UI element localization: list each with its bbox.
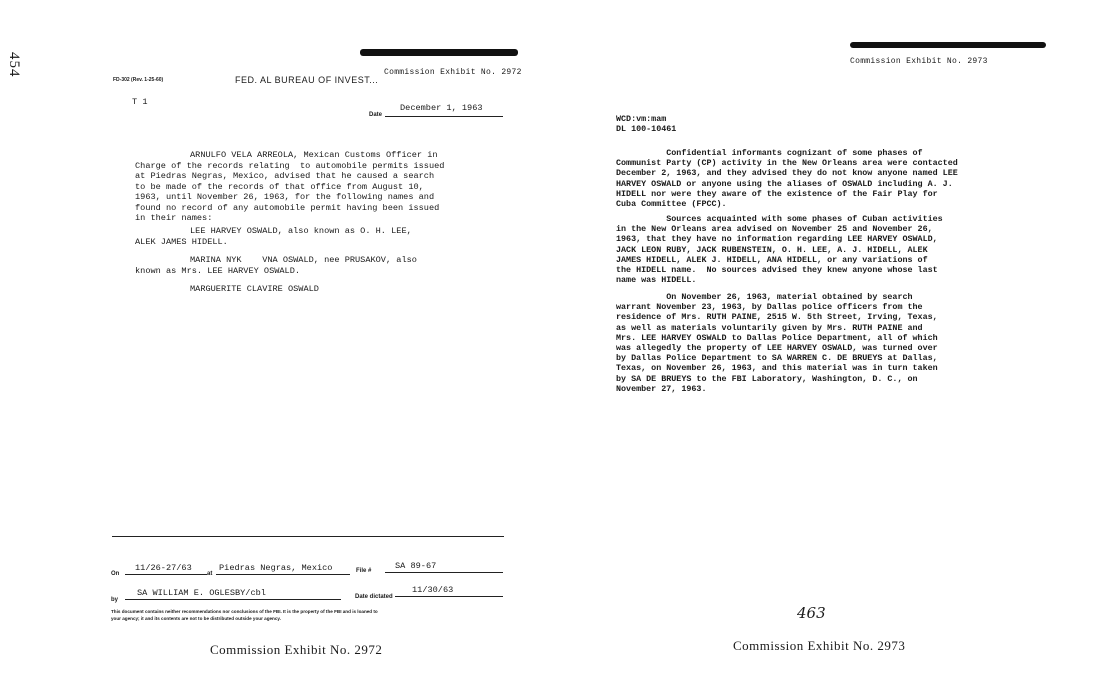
- footer-notice: your agency; it and its contents are not to be distributed outside your agency.: [111, 616, 281, 621]
- date-line: [385, 116, 503, 117]
- text-line: in the New Orleans area advised on November 25 and November 26,: [616, 224, 933, 235]
- file-number: SA 89-67: [395, 561, 437, 571]
- text-line: the HIDELL name. No sources advised they knew anyone whose last: [616, 265, 938, 276]
- agent-name: SA WILLIAM E. OGLESBY/cbl: [137, 588, 266, 598]
- report-body: [135, 150, 444, 224]
- text-line: JAMES HIDELL, ALEK J. HIDELL, ANA HIDELL, or any variations of: [616, 254, 928, 265]
- exhibit-caption: Commission Exhibit No. 2972: [210, 642, 383, 657]
- body-line: Charge of the records relating to automobile permits issued: [135, 160, 445, 171]
- text-line: residence of Mrs. RUTH PAINE, 2515 W. 5th Street, Irving, Texas,: [616, 312, 938, 323]
- text-line: by SA DE BRUEYS to the FBI Laboratory, Washington, D. C., on: [616, 373, 918, 384]
- at-label: at: [207, 571, 213, 577]
- handwritten-number: 463: [797, 604, 826, 622]
- date-dictated-label: Date dictated: [355, 594, 393, 600]
- text-line: Cuba Committee (FPCC).: [616, 199, 727, 210]
- date-label: Date: [369, 112, 383, 118]
- body-line: to be made of the records of that office from August 10,: [135, 181, 424, 192]
- redaction-bar: [850, 42, 1046, 48]
- form-id: FD-302 (Rev. 1-25-60): [113, 77, 164, 83]
- text-line: warrant November 23, 1963, by Dallas police officers from the: [616, 302, 923, 313]
- text-line: Sources acquainted with some phases of Cuban activities: [616, 214, 943, 224]
- file-reference: WCD:vm:mam: [616, 114, 667, 124]
- body-line: in their names:: [135, 213, 213, 223]
- paragraph-2: [616, 214, 943, 285]
- paragraph-1: [616, 148, 958, 209]
- text-line: JACK LEON RUBY, JACK RUBENSTEIN, O. H. LEE, A. J. HIDELL, ALEK: [616, 244, 928, 255]
- file-label: File #: [356, 568, 372, 574]
- name-entry: known as Mrs. LEE HARVEY OSWALD.: [135, 266, 301, 276]
- by-label: by: [111, 597, 119, 603]
- body-line: at Piedras Negras, Mexico, advised that he caused a search: [135, 171, 435, 181]
- date-value: December 1, 1963: [400, 103, 483, 113]
- interview-date: 11/26-27/63: [135, 563, 192, 573]
- date-dictated: 11/30/63: [412, 585, 454, 595]
- text-line: Mrs. LEE HARVEY OSWALD to Dallas Police Department, all of which: [616, 332, 938, 343]
- body-line: ARNULFO VELA ARREOLA, Mexican Customs Officer in: [190, 150, 438, 160]
- text-line: was allegedly the property of LEE HARVEY OSWALD, was turned over: [616, 343, 938, 354]
- name-entry: ALEK JAMES HIDELL.: [135, 237, 228, 247]
- text-line: by Dallas Police Department to SA WARREN C. DE BRUEYS at Dallas,: [616, 353, 938, 364]
- text-line: name was HIDELL.: [616, 275, 697, 286]
- paragraph-3: [616, 292, 938, 394]
- body-line: 1963, until November 26, 1963, for the following names and: [135, 192, 435, 202]
- text-line: November 27, 1963.: [616, 383, 707, 394]
- text-line: Confidential informants cognizant of some phases of: [616, 148, 923, 158]
- name-entry: LEE HARVEY OSWALD, also known as O. H. LEE,: [190, 226, 412, 236]
- redaction-bar: [360, 49, 518, 56]
- on-label: On: [111, 571, 120, 577]
- body-line: found no record of any automobile permit having been issued: [135, 202, 440, 213]
- page-initials: T 1: [132, 97, 148, 107]
- exhibit-stamp: Commission Exhibit No. 2972: [384, 68, 522, 77]
- footer-notice: This document contains neither recommendations nor conclusions of the FBI. It is the property of the FBI and is loaned to: [111, 609, 378, 614]
- text-line: HARVEY OSWALD or anyone using the aliases of OSWALD including A. J.: [616, 178, 953, 189]
- text-line: HIDELL nor were they aware of the existence of the Fair Play for: [616, 188, 938, 199]
- text-line: Communist Party (CP) activity in the New Orleans area were contacted: [616, 158, 958, 169]
- page-number: 454: [6, 52, 22, 78]
- text-line: Texas, on November 26, 1963, and this material was in turn taken: [616, 363, 938, 374]
- text-line: 1963, that they have no information regarding LEE HARVEY OSWALD,: [616, 234, 938, 245]
- text-line: December 2, 1963, and they advised they do not know anyone named LEE: [616, 168, 958, 179]
- text-line: On November 26, 1963, material obtained by search: [616, 292, 913, 302]
- name-entry: MARGUERITE CLAVIRE OSWALD: [190, 284, 319, 294]
- name-entry: MARINA NYK VNA OSWALD, nee PRUSAKOV, also: [190, 255, 417, 265]
- divider-line: [112, 536, 504, 537]
- interview-location: Piedras Negras, Mexico: [219, 563, 333, 573]
- file-reference: DL 100-10461: [616, 124, 677, 134]
- agency-header: FED. AL BUREAU OF INVEST...: [235, 75, 379, 85]
- text-line: as well as materials voluntarily given by Mrs. RUTH PAINE and: [616, 322, 923, 333]
- exhibit-caption: Commission Exhibit No. 2973: [733, 638, 906, 653]
- exhibit-stamp: Commission Exhibit No. 2973: [850, 57, 988, 66]
